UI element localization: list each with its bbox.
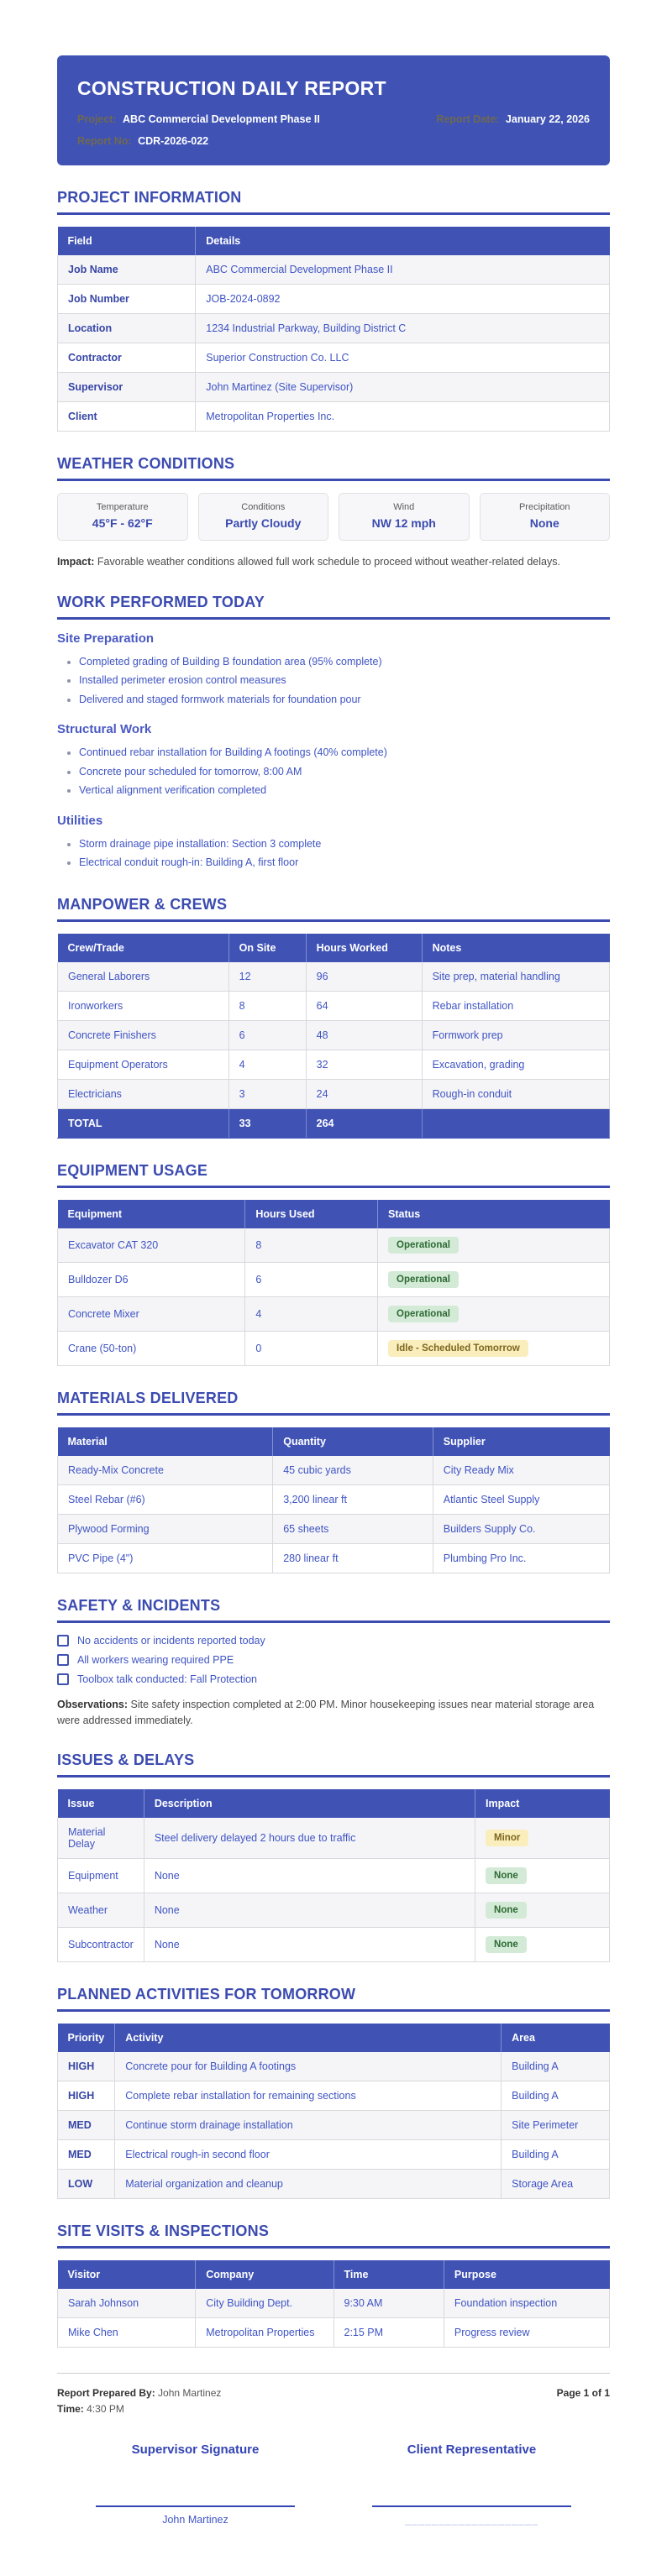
cell-quantity: 280 linear ft xyxy=(273,1543,433,1573)
cell-on-site: 4 xyxy=(228,1050,306,1079)
cell-field: Contractor xyxy=(58,343,196,373)
table-row xyxy=(58,1514,610,1543)
cell-company: Metropolitan Properties xyxy=(196,2318,334,2348)
cell-crew: General Laborers xyxy=(58,962,229,992)
weather-card-label: Temperature xyxy=(96,502,149,512)
table-row xyxy=(58,314,610,343)
column-header: Hours Worked xyxy=(306,934,422,962)
work-item-list xyxy=(79,743,610,800)
cell-time: 9:30 AM xyxy=(334,2289,444,2318)
cell-issue: Material Delay xyxy=(58,1818,144,1859)
cell-priority: LOW xyxy=(58,2170,115,2199)
checklist-item xyxy=(57,1654,610,1666)
cell-field: Job Number xyxy=(58,285,196,314)
cell-hours: 4 xyxy=(245,1296,378,1331)
weather-impact-text: Favorable weather conditions allowed full work schedule to proceed without weather-related delays. xyxy=(94,556,560,568)
table-row xyxy=(58,373,610,402)
table-row xyxy=(58,1456,610,1485)
cell-hours: 6 xyxy=(245,1262,378,1296)
cell-status xyxy=(378,1262,610,1296)
report-date-label: Report Date: xyxy=(436,113,500,125)
status-badge: Idle - Scheduled Tomorrow xyxy=(388,1340,528,1357)
checklist-item xyxy=(57,1673,610,1685)
weather-card-precipitation xyxy=(480,493,611,541)
cell-issue: Weather xyxy=(58,1893,144,1928)
cell-material: Plywood Forming xyxy=(58,1514,273,1543)
cell-field: Location xyxy=(58,314,196,343)
section-heading: SAFETY & INCIDENTS xyxy=(57,1597,610,1623)
cell-hours: 24 xyxy=(306,1079,422,1108)
supervisor-signature-column xyxy=(57,2442,334,2526)
cell-description: None xyxy=(144,1893,475,1928)
manpower-table xyxy=(57,934,610,1139)
table-row xyxy=(58,1543,610,1573)
cell-quantity: 65 sheets xyxy=(273,1514,433,1543)
column-header: Hours Used xyxy=(245,1200,378,1228)
cell-impact xyxy=(475,1818,610,1859)
weather-card-label: Conditions xyxy=(241,502,286,512)
cell-total-label: TOTAL xyxy=(58,1108,229,1138)
time-value: 4:30 PM xyxy=(83,2403,124,2416)
table-row xyxy=(58,1079,610,1108)
table-header-row xyxy=(58,2024,610,2052)
section-weather xyxy=(57,455,610,570)
table-header-row xyxy=(58,1427,610,1456)
section-heading: MANPOWER & CREWS xyxy=(57,896,610,922)
prepared-time xyxy=(57,2403,221,2415)
report-no-label: Report No: xyxy=(77,135,132,147)
cell-supplier: Atlantic Steel Supply xyxy=(433,1484,609,1514)
table-total-row xyxy=(58,1108,610,1138)
cell-quantity: 45 cubic yards xyxy=(273,1456,433,1485)
cell-crew: Electricians xyxy=(58,1079,229,1108)
cell-notes: Site prep, material handling xyxy=(422,962,609,992)
cell-area: Site Perimeter xyxy=(502,2111,610,2140)
client-signature-column xyxy=(334,2442,610,2526)
column-header: Crew/Trade xyxy=(58,934,229,962)
cell-impact xyxy=(475,1928,610,1962)
checkbox-unchecked[interactable] xyxy=(57,1673,69,1685)
cell-equipment: Concrete Mixer xyxy=(58,1296,245,1331)
footer-left xyxy=(57,2387,221,2419)
cell-quantity: 3,200 linear ft xyxy=(273,1484,433,1514)
work-item: • Delivered and staged formwork materials for foundation pour xyxy=(79,690,610,709)
column-header: Priority xyxy=(58,2024,115,2052)
checkbox-unchecked[interactable] xyxy=(57,1635,69,1647)
column-header: Status xyxy=(378,1200,610,1228)
column-header: Details xyxy=(196,227,610,255)
time-label: Time: xyxy=(57,2403,84,2416)
column-header: Time xyxy=(334,2260,444,2289)
cell-area: Building A xyxy=(502,2081,610,2111)
client-signature-title: Client Representative xyxy=(407,2442,537,2458)
weather-impact xyxy=(57,554,610,570)
cell-details: Metropolitan Properties Inc. xyxy=(196,402,610,432)
cell-total-hours: 264 xyxy=(306,1108,422,1138)
column-header: Description xyxy=(144,1789,475,1818)
site-visits-table xyxy=(57,2260,610,2348)
table-row xyxy=(58,1859,610,1893)
column-header: Supplier xyxy=(433,1427,609,1456)
cell-hours: 48 xyxy=(306,1020,422,1050)
cell-equipment: Crane (50-ton) xyxy=(58,1331,245,1365)
status-badge: Operational xyxy=(388,1306,459,1322)
report-title: CONSTRUCTION DAILY REPORT xyxy=(77,77,386,99)
work-item: • Concrete pour scheduled for tomorrow, 8:00 AM xyxy=(79,762,610,782)
cell-notes: Excavation, grading xyxy=(422,1050,609,1079)
cell-activity: Electrical rough-in second floor xyxy=(115,2140,502,2170)
column-header: Area xyxy=(502,2024,610,2052)
supervisor-signature-name: John Martinez xyxy=(162,2514,228,2526)
observations-text: Site safety inspection completed at 2:00 PM. Minor housekeeping issues near material storage area were addressed immediately. xyxy=(57,1698,595,1726)
cell-crew: Ironworkers xyxy=(58,991,229,1020)
section-work-performed xyxy=(57,594,610,872)
cell-material: Ready-Mix Concrete xyxy=(58,1456,273,1485)
cell-visitor: Mike Chen xyxy=(58,2318,196,2348)
observations-label: Observations: xyxy=(57,1698,129,1710)
cell-details: ABC Commercial Development Phase II xyxy=(196,255,610,285)
table-row xyxy=(58,1928,610,1962)
cell-priority: HIGH xyxy=(58,2052,115,2081)
project-value: ABC Commercial Development Phase II xyxy=(123,113,320,125)
report-no-value: CDR-2026-022 xyxy=(138,135,209,147)
table-row xyxy=(58,1818,610,1859)
planned-activities-table xyxy=(57,2024,610,2199)
table-row xyxy=(58,255,610,285)
cell-details: 1234 Industrial Parkway, Building District C xyxy=(196,314,610,343)
prepared-by-value: John Martinez xyxy=(155,2387,222,2400)
cell-supplier: Builders Supply Co. xyxy=(433,1514,609,1543)
prepared-by-label: Report Prepared By: xyxy=(57,2387,155,2400)
cell-supplier: City Ready Mix xyxy=(433,1456,609,1485)
table-row xyxy=(58,1228,610,1263)
status-badge: Operational xyxy=(388,1237,459,1254)
cell-total-on-site: 33 xyxy=(228,1108,306,1138)
column-header: Purpose xyxy=(444,2260,609,2289)
supervisor-signature-line xyxy=(96,2505,295,2507)
cell-priority: MED xyxy=(58,2111,115,2140)
impact-badge: None xyxy=(486,1936,527,1953)
column-header: On Site xyxy=(228,934,306,962)
table-row xyxy=(58,1484,610,1514)
page-number: Page 1 of 1 xyxy=(556,2387,610,2400)
cell-crew: Concrete Finishers xyxy=(58,1020,229,1050)
work-group-title: Site Preparation xyxy=(57,631,155,646)
cell-on-site: 6 xyxy=(228,1020,306,1050)
table-row xyxy=(58,991,610,1020)
cell-details: JOB-2024-0892 xyxy=(196,285,610,314)
column-header: Impact xyxy=(475,1789,610,1818)
cell-activity: Complete rebar installation for remaining sections xyxy=(115,2081,502,2111)
cell-material: PVC Pipe (4") xyxy=(58,1543,273,1573)
table-row xyxy=(58,1331,610,1365)
equipment-table xyxy=(57,1200,610,1366)
cell-hours: 32 xyxy=(306,1050,422,1079)
cell-on-site: 12 xyxy=(228,962,306,992)
cell-equipment: Excavator CAT 320 xyxy=(58,1228,245,1263)
table-row xyxy=(58,1020,610,1050)
work-item-list xyxy=(79,652,610,709)
work-group-title: Utilities xyxy=(57,813,103,828)
cell-impact xyxy=(475,1859,610,1893)
report-footer xyxy=(57,2373,610,2419)
work-group-structural-work xyxy=(57,722,610,800)
client-signature-line xyxy=(372,2505,571,2507)
column-header: Equipment xyxy=(58,1200,245,1228)
weather-card-label: Wind xyxy=(393,502,415,512)
cell-notes: Rough-in conduit xyxy=(422,1079,609,1108)
impact-badge: None xyxy=(486,1867,527,1884)
column-header: Issue xyxy=(58,1789,144,1818)
cell-priority: MED xyxy=(58,2140,115,2170)
cell-status xyxy=(378,1296,610,1331)
section-planned-activities xyxy=(57,1986,610,2199)
cell-area: Storage Area xyxy=(502,2170,610,2199)
cell-details: Superior Construction Co. LLC xyxy=(196,343,610,373)
cell-description: None xyxy=(144,1928,475,1962)
cell-equipment: Bulldozer D6 xyxy=(58,1262,245,1296)
table-row xyxy=(58,2081,610,2111)
weather-impact-label: Impact: xyxy=(57,556,95,568)
column-header: Material xyxy=(58,1427,273,1456)
table-row xyxy=(58,2111,610,2140)
cell-company: City Building Dept. xyxy=(196,2289,334,2318)
column-header: Company xyxy=(196,2260,334,2289)
section-heading: SITE VISITS & INSPECTIONS xyxy=(57,2223,610,2249)
cell-field: Job Name xyxy=(58,255,196,285)
cell-crew: Equipment Operators xyxy=(58,1050,229,1079)
safety-observations xyxy=(57,1697,610,1729)
section-heading: WEATHER CONDITIONS xyxy=(57,455,610,481)
section-heading: MATERIALS DELIVERED xyxy=(57,1390,610,1416)
cell-issue: Equipment xyxy=(58,1859,144,1893)
table-header-row xyxy=(58,1789,610,1818)
column-header: Field xyxy=(58,227,196,255)
table-row xyxy=(58,2289,610,2318)
cell-details: John Martinez (Site Supervisor) xyxy=(196,373,610,402)
project-field xyxy=(77,113,320,125)
cell-supplier: Plumbing Pro Inc. xyxy=(433,1543,609,1573)
cell-total-notes xyxy=(422,1108,609,1138)
client-signature-placeholder: ____________________ xyxy=(404,2514,539,2526)
column-header: Visitor xyxy=(58,2260,196,2289)
checkbox-unchecked[interactable] xyxy=(57,1654,69,1666)
table-row xyxy=(58,2318,610,2348)
work-item: • Continued rebar installation for Building A footings (40% complete) xyxy=(79,743,610,762)
impact-badge: Minor xyxy=(486,1830,528,1846)
table-row xyxy=(58,2170,610,2199)
cell-description: Steel delivery delayed 2 hours due to traffic xyxy=(144,1818,475,1859)
column-header: Notes xyxy=(422,934,609,962)
work-group-title: Structural Work xyxy=(57,722,152,737)
weather-card-value: 45°F - 62°F xyxy=(92,516,153,530)
section-heading: WORK PERFORMED TODAY xyxy=(57,594,610,620)
status-badge: Operational xyxy=(388,1271,459,1288)
section-safety xyxy=(57,1597,610,1729)
cell-purpose: Progress review xyxy=(444,2318,609,2348)
cell-priority: HIGH xyxy=(58,2081,115,2111)
cell-hours: 96 xyxy=(306,962,422,992)
weather-cards xyxy=(57,493,610,541)
cell-material: Steel Rebar (#6) xyxy=(58,1484,273,1514)
table-row xyxy=(58,343,610,373)
report-no-field xyxy=(77,135,208,147)
table-row xyxy=(58,285,610,314)
section-site-visits xyxy=(57,2223,610,2348)
header-meta-row-1 xyxy=(77,113,590,125)
cell-on-site: 3 xyxy=(228,1079,306,1108)
cell-hours: 64 xyxy=(306,991,422,1020)
section-issues xyxy=(57,1751,610,1962)
section-manpower xyxy=(57,896,610,1139)
work-item: • Electrical conduit rough-in: Building A, first floor xyxy=(79,853,610,872)
section-heading: PROJECT INFORMATION xyxy=(57,189,610,215)
table-row xyxy=(58,402,610,432)
supervisor-signature-title: Supervisor Signature xyxy=(131,2442,260,2458)
cell-status xyxy=(378,1228,610,1263)
weather-card-value: None xyxy=(529,516,559,530)
work-item: • Completed grading of Building B foundation area (95% complete) xyxy=(79,652,610,672)
work-item: • Storm drainage pipe installation: Section 3 complete xyxy=(79,835,610,854)
checklist-label: All workers wearing required PPE xyxy=(77,1653,234,1666)
cell-activity: Continue storm drainage installation xyxy=(115,2111,502,2140)
section-equipment xyxy=(57,1162,610,1366)
table-row xyxy=(58,2052,610,2081)
weather-card-label: Precipitation xyxy=(518,502,570,512)
header-meta-row-2 xyxy=(77,135,590,147)
table-row xyxy=(58,1893,610,1928)
weather-card-value: NW 12 mph xyxy=(371,516,436,530)
section-heading: EQUIPMENT USAGE xyxy=(57,1162,610,1188)
impact-badge: None xyxy=(486,1902,527,1919)
table-row xyxy=(58,2140,610,2170)
column-header: Activity xyxy=(115,2024,502,2052)
cell-time: 2:15 PM xyxy=(334,2318,444,2348)
prepared-by xyxy=(57,2387,221,2399)
materials-table xyxy=(57,1427,610,1573)
section-materials xyxy=(57,1390,610,1573)
cell-field: Supervisor xyxy=(58,373,196,402)
report-date-field xyxy=(436,113,590,125)
table-header-row xyxy=(58,1200,610,1228)
table-row xyxy=(58,1050,610,1079)
cell-hours: 0 xyxy=(245,1331,378,1365)
cell-notes: Formwork prep xyxy=(422,1020,609,1050)
work-item-list xyxy=(79,835,610,872)
safety-checklist xyxy=(57,1635,610,1685)
cell-notes: Rebar installation xyxy=(422,991,609,1020)
table-row xyxy=(58,962,610,992)
cell-impact xyxy=(475,1893,610,1928)
cell-area: Building A xyxy=(502,2140,610,2170)
work-group-utilities xyxy=(57,814,610,872)
column-header: Quantity xyxy=(273,1427,433,1456)
weather-card-conditions xyxy=(198,493,329,541)
issues-table xyxy=(57,1789,610,1962)
cell-on-site: 8 xyxy=(228,991,306,1020)
cell-field: Client xyxy=(58,402,196,432)
project-information-table xyxy=(57,227,610,432)
table-header-row xyxy=(58,2260,610,2289)
table-header-row xyxy=(58,227,610,255)
section-project-information xyxy=(57,189,610,432)
cell-issue: Subcontractor xyxy=(58,1928,144,1962)
cell-status xyxy=(378,1331,610,1365)
work-group-site-preparation xyxy=(57,631,610,709)
work-item: • Installed perimeter erosion control measures xyxy=(79,671,610,690)
cell-area: Building A xyxy=(502,2052,610,2081)
report-date-value: January 22, 2026 xyxy=(505,113,590,125)
report-header xyxy=(57,55,610,165)
checklist-label: Toolbox talk conducted: Fall Protection xyxy=(77,1673,258,1685)
cell-description: None xyxy=(144,1859,475,1893)
signature-block xyxy=(57,2442,610,2526)
work-item: • Vertical alignment verification completed xyxy=(79,781,610,800)
weather-card-temperature xyxy=(57,493,188,541)
table-row xyxy=(58,1296,610,1331)
weather-card-wind xyxy=(339,493,470,541)
section-heading: ISSUES & DELAYS xyxy=(57,1751,610,1778)
table-row xyxy=(58,1262,610,1296)
section-heading: PLANNED ACTIVITIES FOR TOMORROW xyxy=(57,1986,610,2012)
checklist-item xyxy=(57,1635,610,1647)
cell-visitor: Sarah Johnson xyxy=(58,2289,196,2318)
weather-card-value: Partly Cloudy xyxy=(225,516,302,530)
cell-hours: 8 xyxy=(245,1228,378,1263)
table-header-row xyxy=(58,934,610,962)
project-label: Project: xyxy=(77,113,117,125)
cell-purpose: Foundation inspection xyxy=(444,2289,609,2318)
cell-activity: Concrete pour for Building A footings xyxy=(115,2052,502,2081)
cell-activity: Material organization and cleanup xyxy=(115,2170,502,2199)
checklist-label: No accidents or incidents reported today xyxy=(77,1634,265,1647)
